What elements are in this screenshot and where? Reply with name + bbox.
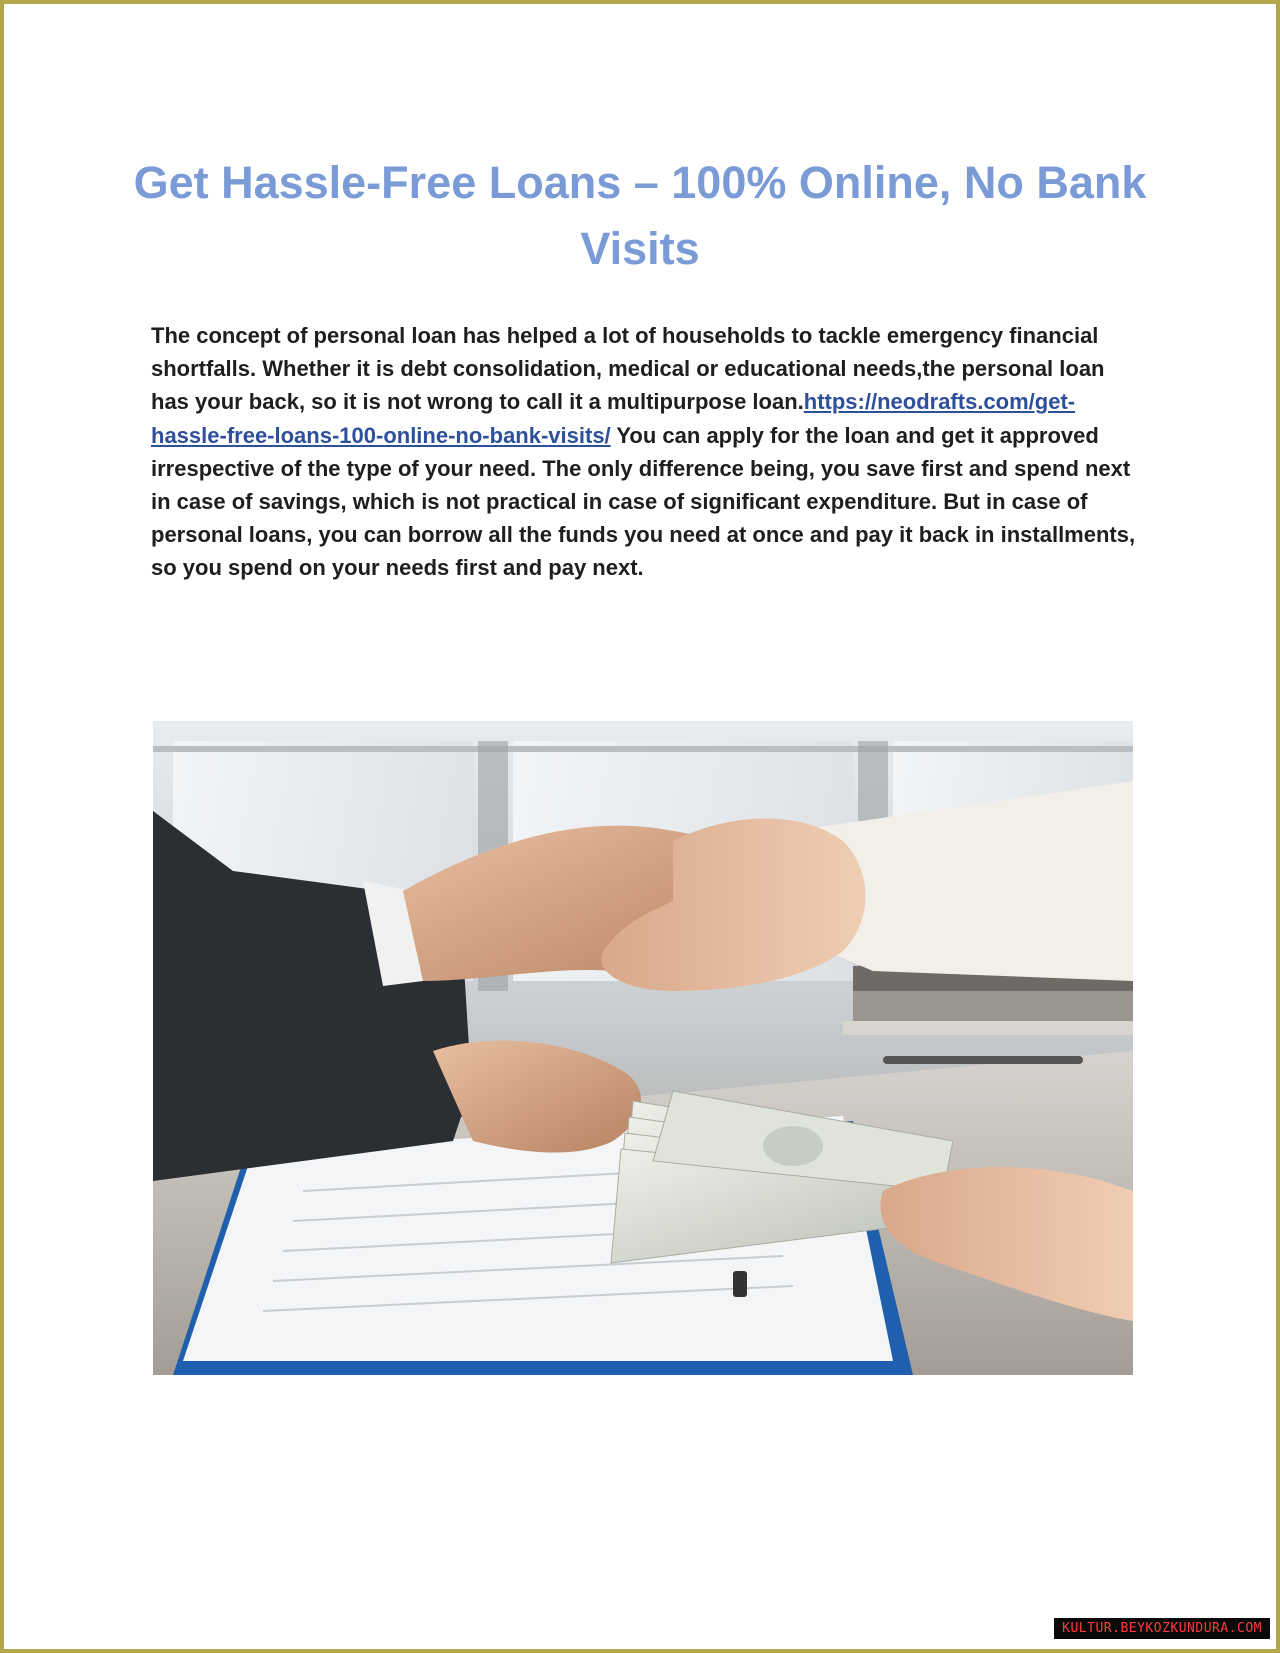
- paragraph-text-end: You can apply for the loan and get it approved irrespective of the type of your need. The only difference being, you save first and spend next in case of savings, which is not practical in case of significant expenditure. But in case of personal loans, you can borrow all the funds you need at once and pay it back in installments, so you spend on your needs first and pay next.: [151, 422, 1136, 581]
- watermark: KULTUR.BEYKOZKUNDURA.COM: [1054, 1618, 1270, 1639]
- handshake-money-photo: [153, 721, 1133, 1375]
- article-paragraph: [151, 319, 1141, 585]
- article-link[interactable]: https://neodrafts.com/get-hassle-free-loans-100-online-no-bank-visits/: [151, 389, 1076, 448]
- page-title: Get Hassle-Free Loans – 100% Online, No Bank Visits: [133, 157, 1147, 274]
- paragraph-text-start: The concept of personal loan has helped a lot of households to tackle emergency financial shortfalls. Whether it is debt consolidation, medical or educational needs,the personal loan has your back, so it is not wrong to call it a multipurpose loan.: [151, 323, 1105, 415]
